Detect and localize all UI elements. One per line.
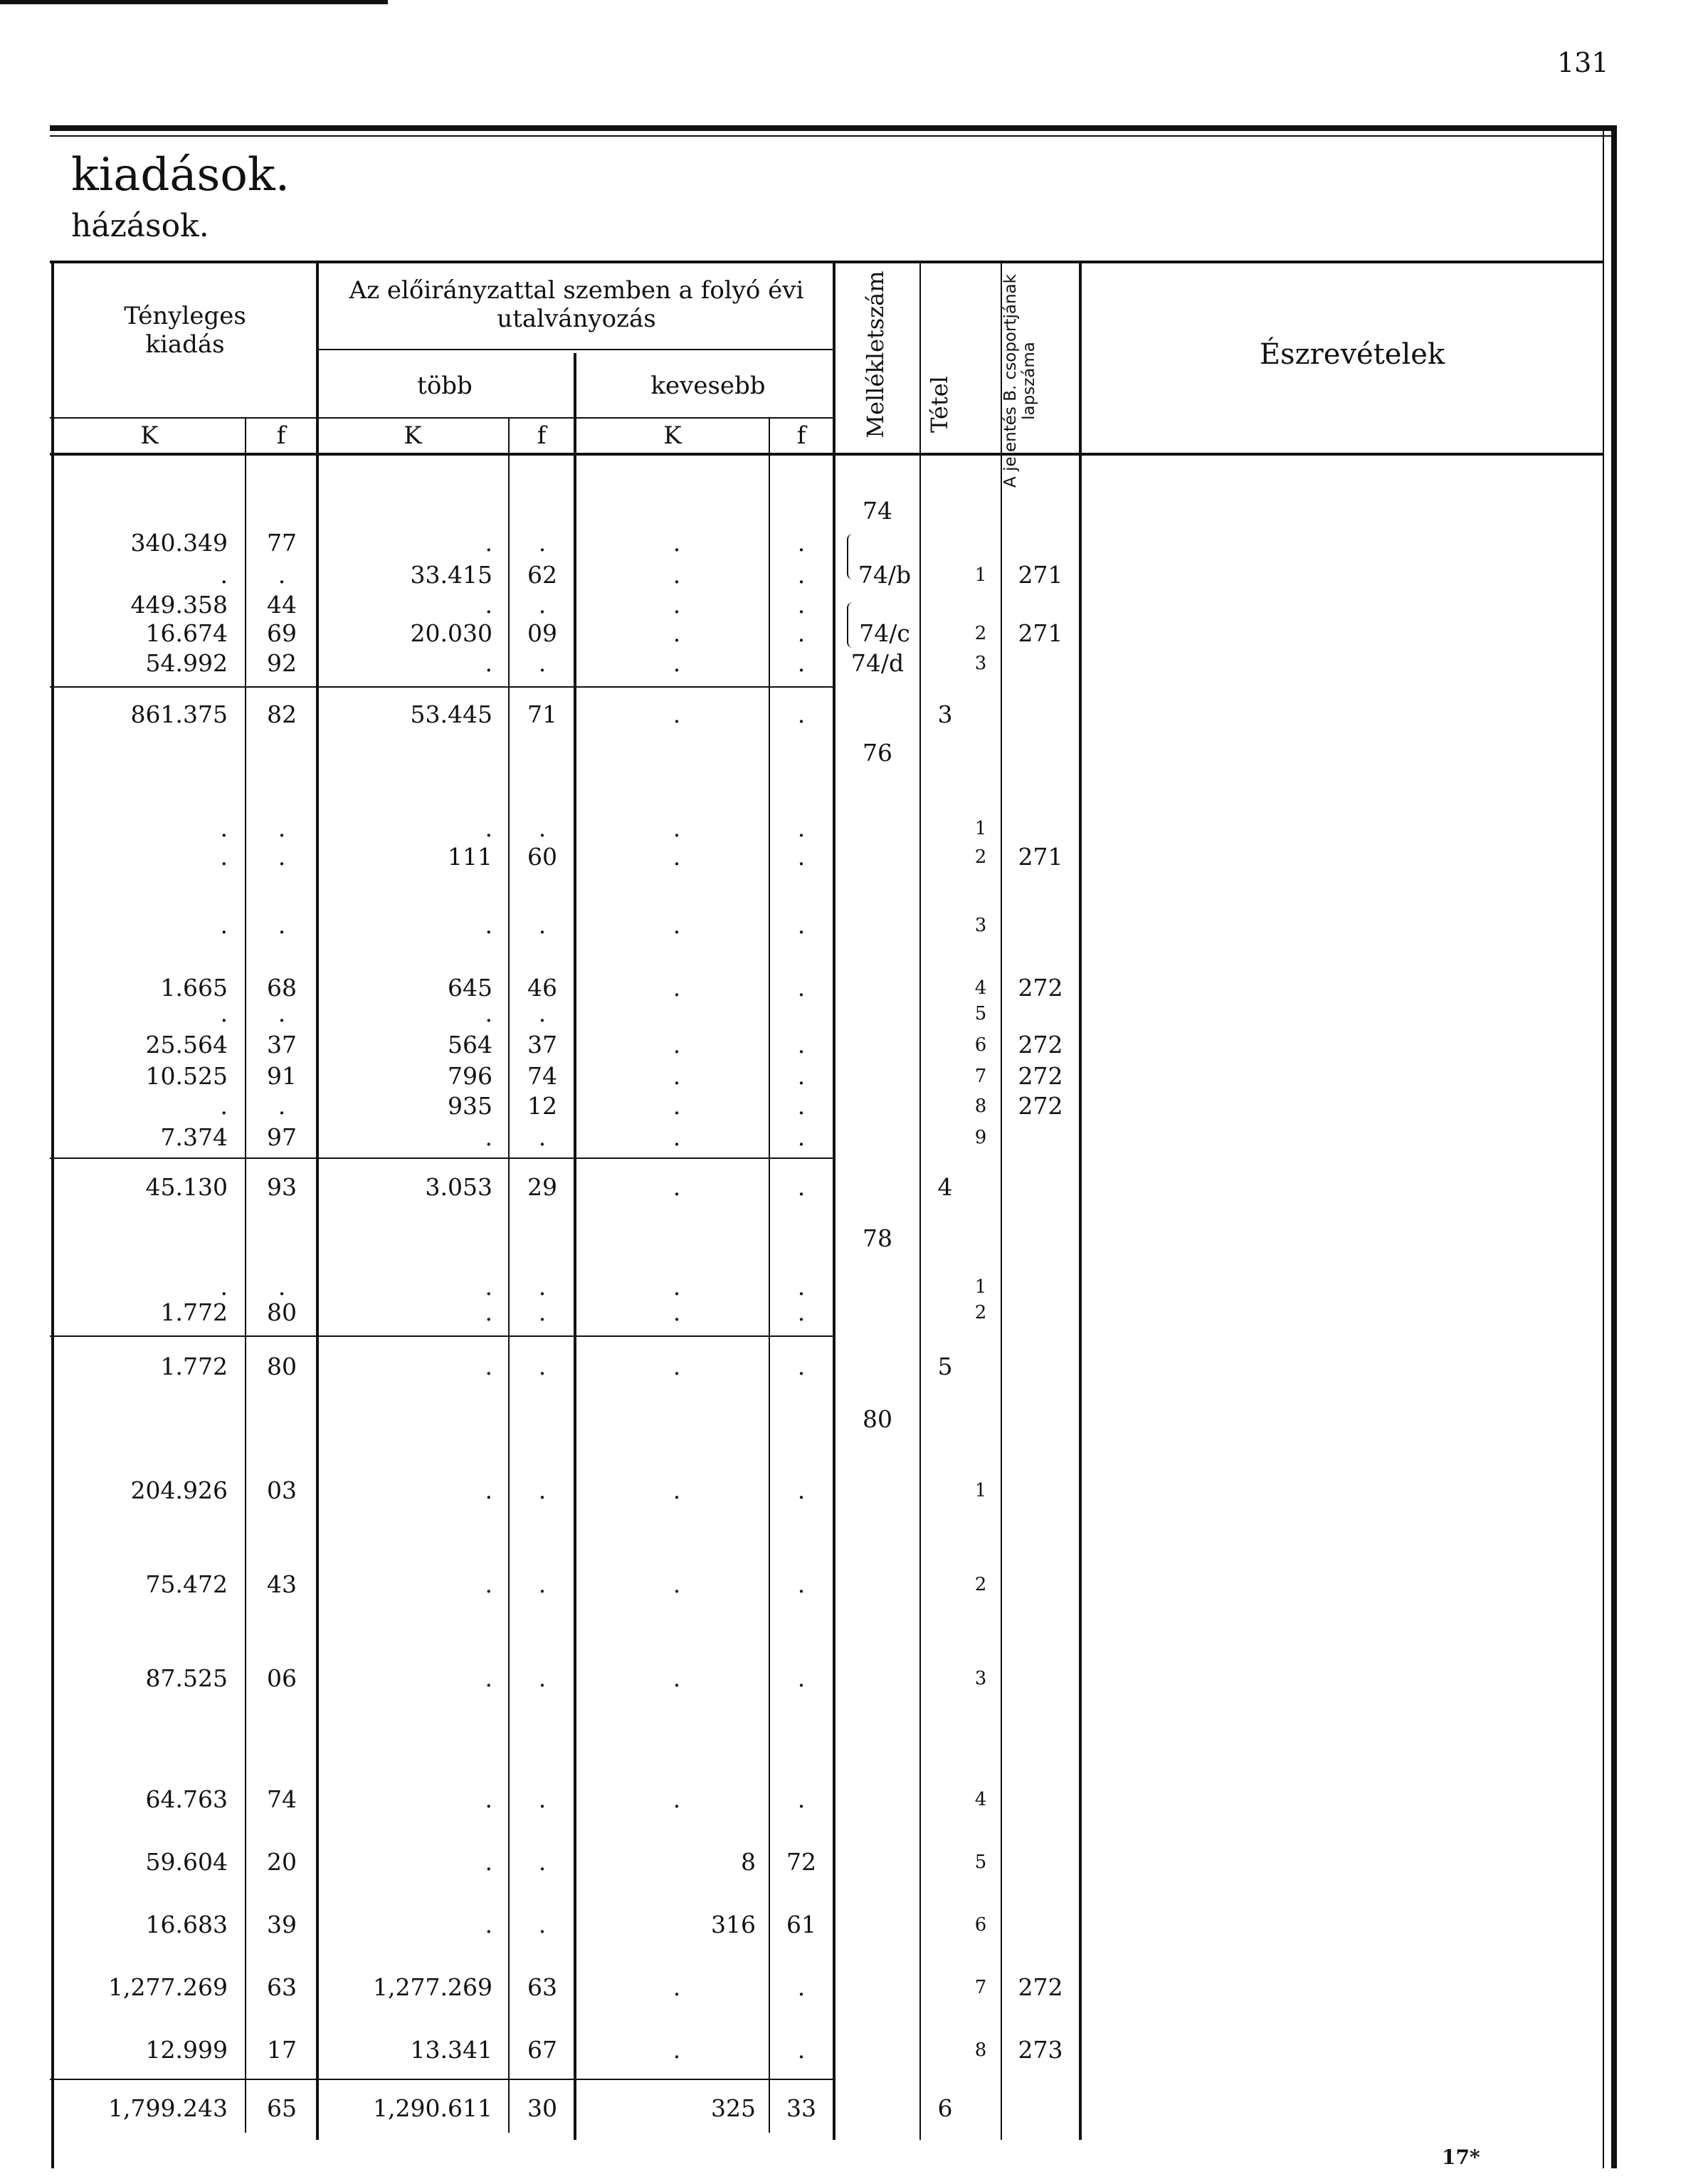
cell-lk: .: [673, 843, 681, 871]
cell-mk: 53.445: [410, 700, 492, 728]
cell-lf: .: [797, 814, 806, 842]
cell-mk: .: [485, 1476, 492, 1504]
cell-f: .: [278, 999, 286, 1027]
cell-k: 10.525: [145, 1062, 228, 1090]
cell-lk: .: [673, 1173, 681, 1201]
unit-f-less: f: [796, 421, 806, 450]
cell-f: 44: [267, 591, 297, 619]
cell-k: 1,799.243: [108, 2094, 228, 2122]
cell-att: 78: [863, 1224, 892, 1252]
cell-k: 1,277.269: [108, 1973, 228, 2001]
cell-k: 45.130: [145, 1173, 228, 1201]
cell-item: 3: [974, 915, 987, 936]
cell-f: .: [278, 911, 286, 939]
cell-mf: 30: [527, 2094, 557, 2122]
cell-lf: .: [797, 974, 806, 1002]
cell-k: .: [220, 999, 228, 1027]
cell-k: .: [220, 561, 228, 589]
cell-k: 861.375: [130, 700, 228, 728]
page-number: 131: [1557, 47, 1609, 78]
cell-lk: .: [673, 1476, 681, 1504]
cell-mf: 09: [527, 619, 557, 647]
cell-lk: .: [673, 814, 681, 842]
unit-k-less: K: [663, 421, 682, 450]
cell-lf: 33: [786, 2094, 816, 2122]
cell-lk: .: [673, 1273, 681, 1301]
cell-f: 82: [267, 700, 297, 728]
cell-lf: .: [797, 1664, 806, 1692]
page-subtitle: házások.: [71, 208, 209, 244]
header-remarks: Észrevételek: [1259, 338, 1445, 371]
cell-page: 272: [1018, 1062, 1063, 1090]
col-line-item: [919, 261, 921, 2140]
cell-mf: .: [538, 1570, 547, 1598]
cell-item: 9: [974, 1127, 987, 1148]
cell-k: 7.374: [160, 1123, 228, 1151]
cell-lk: .: [673, 1664, 681, 1692]
cell-f: 91: [267, 1062, 297, 1090]
cell-mf: 46: [527, 974, 557, 1002]
cell-k: .: [220, 1092, 228, 1120]
cell-mf: .: [538, 1476, 547, 1504]
cell-tetel: 6: [937, 2094, 953, 2122]
cell-lk: .: [673, 1785, 681, 1813]
cell-k: 25.564: [145, 1031, 228, 1059]
cell-f: 92: [267, 649, 297, 677]
cell-lk: 325: [711, 2094, 756, 2122]
cell-f: 77: [267, 529, 297, 557]
cell-f: 69: [267, 619, 297, 647]
cell-k: 1.772: [160, 1353, 228, 1380]
cell-f: 74: [267, 1785, 297, 1813]
cell-mf: 29: [527, 1173, 557, 1201]
cell-lf: .: [797, 1092, 806, 1120]
cell-mk: .: [485, 1570, 492, 1598]
footer-signature: 17*: [1442, 2146, 1480, 2169]
cell-mk: .: [485, 814, 492, 842]
cell-lk: .: [673, 1298, 681, 1326]
cell-lk: 8: [741, 1848, 756, 1876]
cell-lf: .: [797, 1785, 806, 1813]
unit-rule: [50, 417, 833, 419]
cell-lk: 316: [711, 1911, 756, 1938]
cell-page: 272: [1018, 1092, 1063, 1120]
cell-lf: .: [797, 1123, 806, 1151]
cell-lk: .: [673, 649, 681, 677]
cell-lk: .: [673, 561, 681, 589]
col-line-actual-f: [245, 417, 246, 2133]
cell-k: 16.674: [145, 619, 228, 647]
cell-mk: 645: [448, 974, 492, 1002]
header-comparison: Az előirányzattal szemben a folyó évi utalványozás: [349, 276, 804, 333]
cell-mf: 60: [527, 843, 557, 871]
cell-item: 2: [974, 623, 987, 644]
cell-f: .: [278, 1092, 286, 1120]
cell-item: 1: [974, 818, 987, 839]
col-line-remarks: [1079, 261, 1082, 2140]
cell-mf: 74: [527, 1062, 557, 1090]
cell-item: 8: [974, 2039, 987, 2061]
cell-lf: .: [797, 700, 806, 728]
cell-lf: .: [797, 529, 806, 557]
cell-lf: .: [797, 843, 806, 871]
cell-lf: .: [797, 1353, 806, 1380]
cell-mk: 3.053: [425, 1173, 492, 1201]
cell-k: 204.926: [130, 1476, 228, 1504]
cell-k: 87.525: [145, 1664, 228, 1692]
cell-page: 272: [1018, 1031, 1063, 1059]
right-border: [1611, 125, 1617, 2168]
cell-item: 6: [974, 1034, 987, 1056]
col-line-less: [574, 353, 576, 2140]
cell-k: 64.763: [145, 1785, 228, 1813]
cell-f: 43: [267, 1570, 297, 1598]
cell-lf: .: [797, 1273, 806, 1301]
cell-page: 272: [1018, 974, 1063, 1002]
cell-item: 1: [974, 1480, 987, 1501]
cell-page: 273: [1018, 2036, 1063, 2064]
cell-mf: .: [538, 999, 547, 1027]
cell-att: 74/d: [850, 649, 905, 677]
header-report-page-text: A jelentés B. csoportjának lapszáma: [1001, 274, 1038, 488]
header-report-page: [1001, 238, 1080, 523]
cell-f: 37: [267, 1031, 297, 1059]
top-rule-thin: [50, 135, 1615, 137]
cell-lk: .: [673, 700, 681, 728]
cell-mk: .: [485, 1298, 492, 1326]
cell-lf: .: [797, 1298, 806, 1326]
cell-f: 97: [267, 1123, 297, 1151]
cell-item: 1: [974, 1276, 987, 1298]
cell-mf: 63: [527, 1973, 557, 2001]
cell-item: 4: [974, 977, 987, 999]
cell-k: 75.472: [145, 1570, 228, 1598]
unit-f-actual: f: [276, 421, 286, 450]
cell-mk: .: [485, 999, 492, 1027]
cell-mk: 13.341: [410, 2036, 492, 2064]
cell-f: .: [278, 843, 286, 871]
cell-mf: .: [538, 1353, 547, 1380]
cell-f: 93: [267, 1173, 297, 1201]
cell-f: 65: [267, 2094, 297, 2122]
cell-page: 271: [1018, 843, 1063, 871]
cell-lf: .: [797, 561, 806, 589]
subtotal-rule: [50, 1157, 833, 1159]
cell-mk: .: [485, 649, 492, 677]
cell-item: 7: [974, 1977, 987, 1998]
cell-mk: .: [485, 591, 492, 619]
cell-att: 80: [863, 1405, 892, 1433]
cell-item: 2: [974, 1574, 987, 1595]
cell-lk: .: [673, 1062, 681, 1090]
col-line-report: [1001, 261, 1002, 2140]
cell-mk: 111: [448, 843, 492, 871]
cell-mf: .: [538, 1298, 547, 1326]
cell-mf: 37: [527, 1031, 557, 1059]
cell-lk: .: [673, 1353, 681, 1380]
header-attachment-number: Mellékletszám: [862, 271, 889, 439]
unit-k-actual: K: [140, 421, 159, 450]
page-title: kiadások.: [71, 149, 290, 201]
cell-att: 74: [863, 497, 892, 525]
header-bottom-rule: [50, 453, 1604, 456]
cell-mf: .: [538, 1273, 547, 1301]
cell-f: 17: [267, 2036, 297, 2064]
header-more: több: [417, 372, 473, 400]
cell-k: .: [220, 1273, 228, 1301]
cell-k: 1.665: [160, 974, 228, 1002]
cell-tetel: 3: [937, 700, 953, 728]
cell-lf: .: [797, 2036, 806, 2064]
cell-k: 449.358: [130, 591, 228, 619]
cell-mk: .: [485, 529, 492, 557]
cell-att: 74/c: [859, 619, 910, 647]
cell-mk: 796: [448, 1062, 492, 1090]
col-line-more-f: [508, 417, 510, 2133]
cell-lk: .: [673, 1092, 681, 1120]
subtotal-rule: [50, 1335, 833, 1337]
cell-k: .: [220, 814, 228, 842]
cell-f: .: [278, 1273, 286, 1301]
subtotal-rule: [50, 686, 833, 688]
cell-k: 340.349: [130, 529, 228, 557]
cell-item: 3: [974, 1668, 987, 1689]
cell-lf: .: [797, 1570, 806, 1598]
cell-k: 54.992: [145, 649, 228, 677]
cell-mk: .: [485, 1848, 492, 1876]
cell-item: 6: [974, 1914, 987, 1936]
cell-mf: .: [538, 1848, 547, 1876]
subtotal-rule: [50, 2079, 833, 2080]
cell-mk: .: [485, 1664, 492, 1692]
cell-f: .: [278, 561, 286, 589]
cell-mk: .: [485, 1273, 492, 1301]
cell-f: 80: [267, 1353, 297, 1380]
cell-mk: .: [485, 1353, 492, 1380]
cell-mk: 1,277.269: [373, 1973, 492, 2001]
cell-mk: 33.415: [410, 561, 492, 589]
cell-mk: 935: [448, 1092, 492, 1120]
cell-mf: .: [538, 529, 547, 557]
cell-lf: .: [797, 1031, 806, 1059]
unit-k-more: K: [404, 421, 422, 450]
cell-page: 271: [1018, 561, 1063, 589]
cell-mf: 62: [527, 561, 557, 589]
cell-lf: .: [797, 591, 806, 619]
cell-lk: .: [673, 619, 681, 647]
cell-k: 1.772: [160, 1298, 228, 1326]
cell-lk: .: [673, 529, 681, 557]
cell-item: 1: [974, 565, 987, 586]
cell-f: 68: [267, 974, 297, 1002]
cell-k: 59.604: [145, 1848, 228, 1876]
cell-mk: 20.030: [410, 619, 492, 647]
cell-mf: .: [538, 591, 547, 619]
cell-mf: .: [538, 1785, 547, 1813]
cell-mf: 67: [527, 2036, 557, 2064]
cell-att: 76: [863, 739, 892, 767]
col-line-more: [316, 261, 319, 2140]
cell-lf: 61: [786, 1911, 816, 1938]
cell-k: 12.999: [145, 2036, 228, 2064]
cell-mf: 71: [527, 700, 557, 728]
cell-mf: .: [538, 649, 547, 677]
cell-lk: .: [673, 2036, 681, 2064]
cell-lf: .: [797, 1062, 806, 1090]
table-top-rule: [50, 261, 1604, 263]
cell-f: 03: [267, 1476, 297, 1504]
col-left-border: [51, 261, 54, 2168]
header-actual-expense: Tényleges kiadás: [124, 302, 246, 359]
header-item: Tétel: [926, 376, 953, 433]
cell-f: 39: [267, 1911, 297, 1938]
cell-lf: .: [797, 911, 806, 939]
cell-k: .: [220, 911, 228, 939]
cell-lf: .: [797, 649, 806, 677]
cell-lk: .: [673, 974, 681, 1002]
cell-page: 272: [1018, 1973, 1063, 2001]
cell-f: .: [278, 814, 286, 842]
cell-item: 5: [974, 1003, 987, 1024]
cell-lf: .: [797, 1476, 806, 1504]
cell-lk: .: [673, 1123, 681, 1151]
cell-tetel: 4: [937, 1173, 953, 1201]
cell-lf: .: [797, 1173, 806, 1201]
cell-mf: 12: [527, 1092, 557, 1120]
col-line-less-f: [769, 417, 770, 2133]
cell-item: 8: [974, 1096, 987, 1117]
top-rule-thick: [50, 125, 1615, 131]
cell-mf: .: [538, 1911, 547, 1938]
cell-f: 20: [267, 1848, 297, 1876]
top-edge-mark: [0, 0, 388, 4]
cell-mk: 1,290.611: [373, 2094, 492, 2122]
cell-item: 5: [974, 1852, 987, 1873]
cell-lk: .: [673, 1031, 681, 1059]
cell-mk: .: [485, 1123, 492, 1151]
cell-lk: .: [673, 911, 681, 939]
cell-lf: 72: [786, 1848, 816, 1876]
cell-att: 74/b: [858, 561, 912, 589]
cell-item: 2: [974, 846, 987, 868]
cell-f: 80: [267, 1298, 297, 1326]
cell-f: 06: [267, 1664, 297, 1692]
cell-lk: .: [673, 1570, 681, 1598]
cell-k: 16.683: [145, 1911, 228, 1938]
cell-item: 3: [974, 653, 987, 674]
cell-mk: .: [485, 911, 492, 939]
col-line-attachment: [833, 261, 835, 2140]
cell-mk: 564: [448, 1031, 492, 1059]
cell-item: 7: [974, 1066, 987, 1087]
cell-mk: .: [485, 1785, 492, 1813]
cell-mf: .: [538, 1664, 547, 1692]
cell-item: 2: [974, 1302, 987, 1323]
subheader-rule: [319, 349, 833, 350]
cell-mf: .: [538, 814, 547, 842]
cell-mk: .: [485, 1911, 492, 1938]
cell-mf: .: [538, 911, 547, 939]
right-border-thin: [1603, 125, 1604, 2168]
cell-tetel: 5: [937, 1353, 953, 1380]
cell-f: 63: [267, 1973, 297, 2001]
cell-lk: .: [673, 1973, 681, 2001]
unit-f-more: f: [537, 421, 547, 450]
cell-k: .: [220, 843, 228, 871]
cell-lk: .: [673, 591, 681, 619]
header-less: kevesebb: [650, 372, 766, 400]
cell-lf: .: [797, 619, 806, 647]
cell-mf: .: [538, 1123, 547, 1151]
cell-item: 4: [974, 1789, 987, 1810]
cell-page: 271: [1018, 619, 1063, 647]
cell-lf: .: [797, 1973, 806, 2001]
